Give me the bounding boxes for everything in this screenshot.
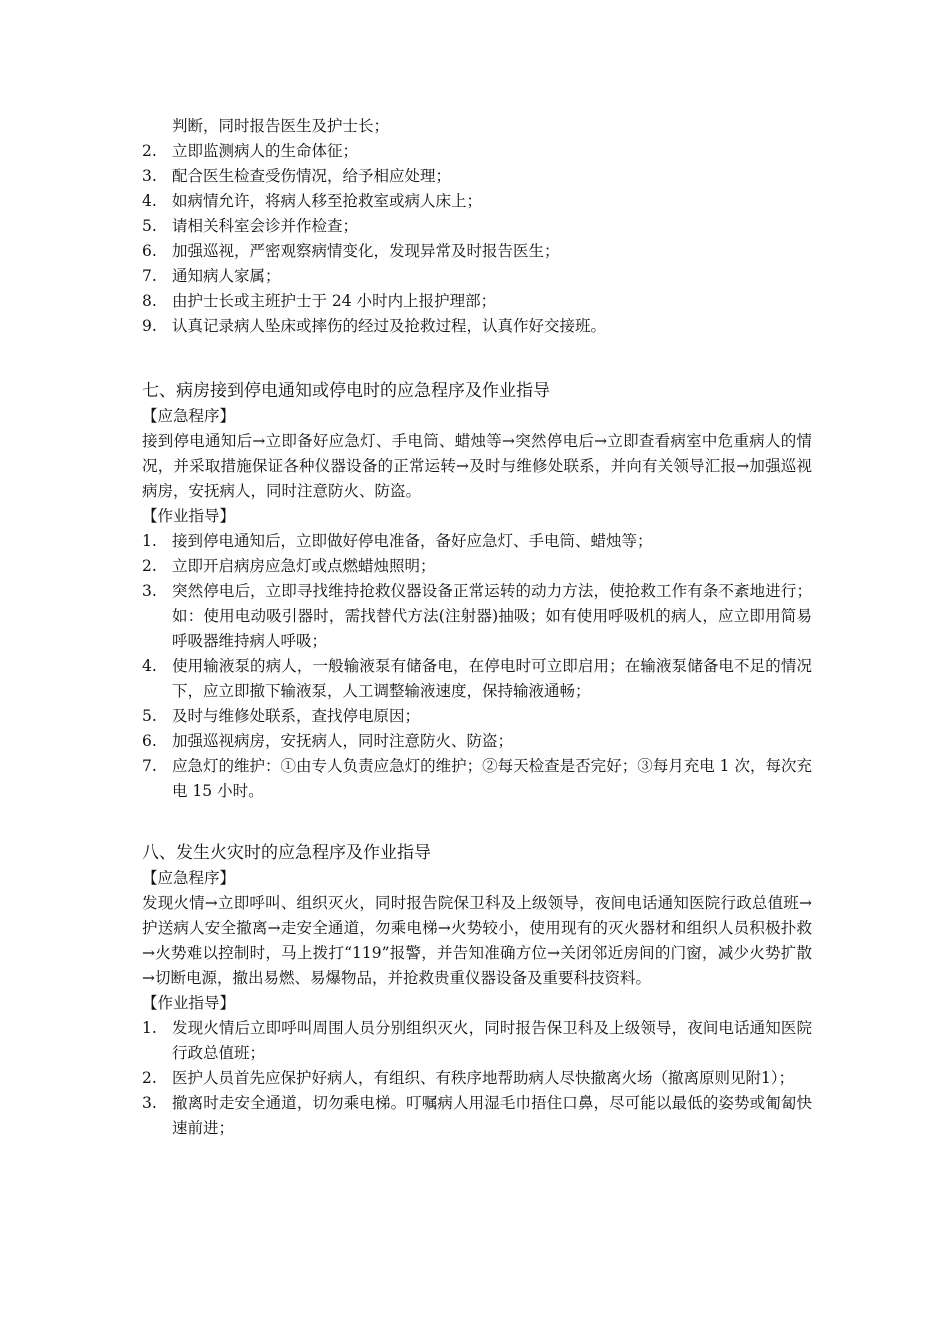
list-number: 5. — [142, 707, 157, 725]
section8-procedure-text: 发现火情→立即呼叫、组织灭火，同时报告院保卫科及上级领导，夜间电话通知医院行政总值班→护送病人安全撤离→走安全通道，勿乘电梯→火势较小，使用现有的灭火器材和组织人员积极扑救→火势难以控制时，马上拨打“119”报警，并告知准确方位→关闭邻近房间的门窗，减少火势扩散→切断电源，撤出易燃、易爆物品，并抢救贵重仪器设备及重要科技资料。 — [142, 894, 812, 987]
section8-list — [142, 1016, 812, 1141]
list-text: 医护人员首先应保护好病人，有组织、有秩序地帮助病人尽快撤离火场（撤离原则见附1）； — [172, 1069, 795, 1087]
list-text: 由护士长或主班护士于 24 小时内上报护理部； — [172, 292, 497, 310]
list-number: 5. — [142, 217, 157, 235]
section-spacer — [142, 804, 812, 841]
list-text: 加强巡视病房，安抚病人，同时注意防火、防盗； — [172, 732, 514, 750]
list-number: 2. — [142, 557, 157, 575]
list-text: 发现火情后立即呼叫周围人员分别组织灭火，同时报告保卫科及上级领导，夜间电话通知医院行政总值班； — [172, 1019, 812, 1062]
section8-title: 八、发生火灾时的应急程序及作业指导 — [142, 843, 431, 863]
section7-list — [142, 529, 812, 804]
section8-guide-label: 【作业指导】 — [142, 994, 236, 1012]
list-item — [142, 1091, 812, 1141]
list-text: 加强巡视，严密观察病情变化，发现异常及时报告医生； — [172, 242, 560, 260]
list-text: 立即监测病人的生命体征； — [172, 142, 359, 160]
list-number: 6. — [142, 242, 157, 260]
list-text: 应急灯的维护：①由专人负责应急灯的维护；②每天检查是否完好；③每月充电 1 次，每次充电 15 小时。 — [172, 757, 812, 800]
list-number: 9. — [142, 317, 157, 335]
list-text: 突然停电后，立即寻找维持抢救仪器设备正常运转的动力方法，使抢救工作有条不紊地进行；如：使用电动吸引器时，需找替代方法(注射器)抽吸；如有使用呼吸机的病人，应立即用简易呼吸器维持病人呼吸； — [172, 582, 812, 650]
section7-title: 七、病房接到停电通知或停电时的应急程序及作业指导 — [142, 381, 550, 401]
list-text: 立即开启病房应急灯或点燃蜡烛照明； — [172, 557, 436, 575]
list-text: 及时与维修处联系，查找停电原因； — [172, 707, 421, 725]
list-number: 1. — [142, 532, 157, 550]
list-item — [142, 239, 812, 264]
section7-procedure-text: 接到停电通知后→立即备好应急灯、手电筒、蜡烛等→突然停电后→立即查看病室中危重病人的情况，并采取措施保证各种仪器设备的正常运转→及时与维修处联系，并向有关领导汇报→加强巡视病房，安抚病人，同时注意防火、防盗。 — [142, 432, 812, 500]
document-page — [142, 114, 812, 1141]
list-text: 如病情允许，将病人移至抢救室或病人床上； — [172, 192, 483, 210]
section8-procedure-label: 【应急程序】 — [142, 869, 236, 887]
continuation-text: 判断，同时报告医生及护士长； — [172, 117, 390, 135]
list-item — [142, 189, 812, 214]
section-spacer — [142, 339, 812, 379]
list-item — [142, 264, 812, 289]
list-number: 2. — [142, 142, 157, 160]
list-item — [142, 754, 812, 804]
list-text: 撤离时走安全通道，切勿乘电梯。叮嘱病人用湿毛巾捂住口鼻，尽可能以最低的姿势或匍匐快速前进； — [172, 1094, 812, 1137]
list-text: 配合医生检查受伤情况，给予相应处理； — [172, 167, 452, 185]
list-number: 3. — [142, 582, 157, 600]
list-number: 4. — [142, 657, 157, 675]
list-item — [142, 654, 812, 704]
list-item — [142, 289, 812, 314]
list-number: 3. — [142, 1094, 157, 1112]
list-item — [142, 529, 812, 554]
list-number: 1. — [142, 1019, 157, 1037]
list-item — [142, 554, 812, 579]
list-item — [142, 579, 812, 654]
list-item — [142, 314, 812, 339]
list-item — [142, 1016, 812, 1066]
section7-guide-label: 【作业指导】 — [142, 507, 236, 525]
list-number: 7. — [142, 757, 157, 775]
prev-section-list — [142, 139, 812, 339]
list-item — [142, 139, 812, 164]
list-text: 使用输液泵的病人，一般输液泵有储备电，在停电时可立即启用；在输液泵储备电不足的情况下，应立即撤下输液泵，人工调整输液速度，保持输液通畅； — [172, 657, 812, 700]
list-text: 接到停电通知后，立即做好停电准备，备好应急灯、手电筒、蜡烛等； — [172, 532, 653, 550]
list-number: 4. — [142, 192, 157, 210]
list-number: 8. — [142, 292, 157, 310]
section7-procedure-label: 【应急程序】 — [142, 407, 236, 425]
list-item — [142, 704, 812, 729]
list-text: 请相关科室会诊并作检查； — [172, 217, 359, 235]
list-item — [142, 164, 812, 189]
list-number: 7. — [142, 267, 157, 285]
list-number: 3. — [142, 167, 157, 185]
list-item — [142, 1066, 812, 1091]
list-number: 6. — [142, 732, 157, 750]
list-text: 认真记录病人坠床或摔伤的经过及抢救过程，认真作好交接班。 — [172, 317, 607, 335]
list-item — [142, 214, 812, 239]
list-text: 通知病人家属； — [172, 267, 281, 285]
list-number: 2. — [142, 1069, 157, 1087]
list-item — [142, 729, 812, 754]
